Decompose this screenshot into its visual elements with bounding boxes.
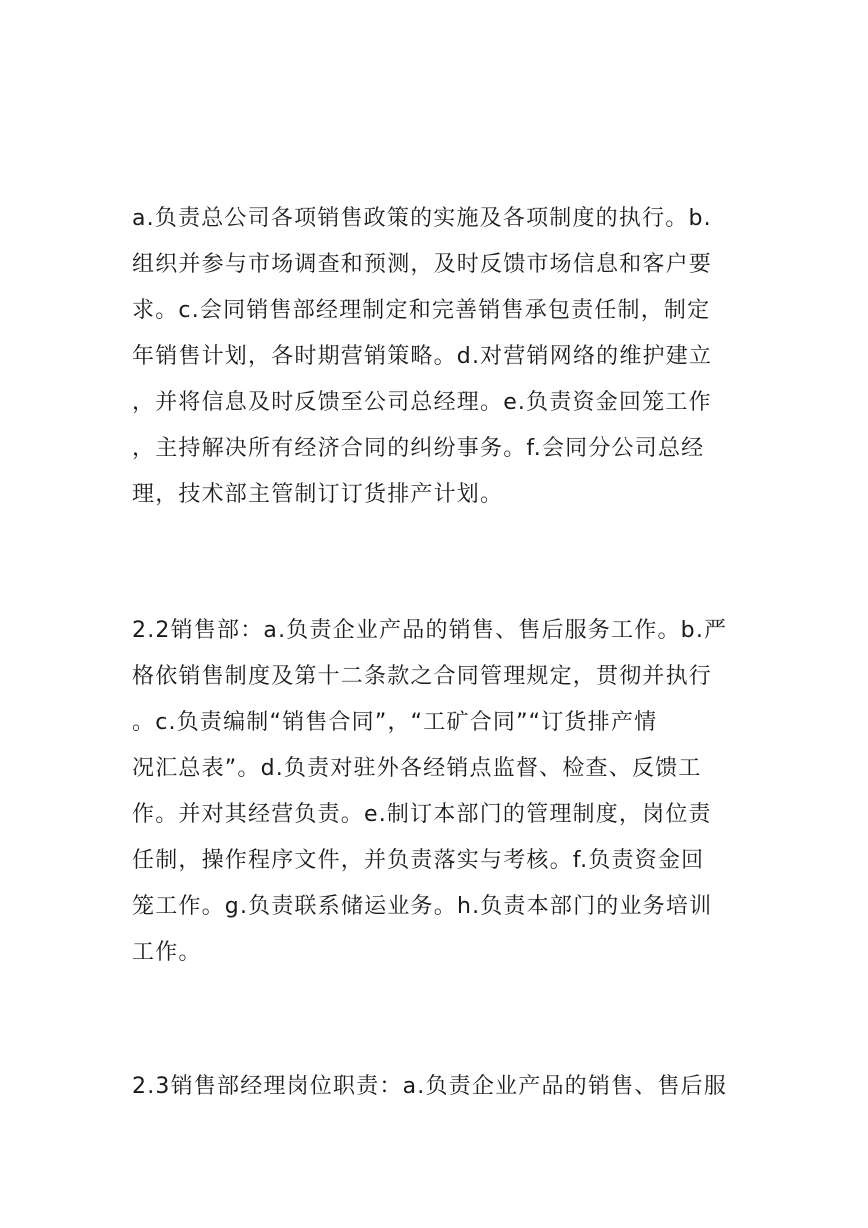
text-line: 笼工作。g.负责联系储运业务。h.负责本部门的业务培训 xyxy=(132,894,713,919)
paragraph-sales-department-duties xyxy=(132,608,728,976)
text-line: ，主持解决所有经济合同的纠纷事务。f.会同分公司总经 xyxy=(132,436,705,461)
text-line: 2.3销售部经理岗位职责：a.负责企业产品的销售、售后服 xyxy=(132,1074,728,1099)
text-line: 2.2销售部：a.负责企业产品的销售、售后服务工作。b.严 xyxy=(132,618,728,643)
text-line: 年销售计划，各时期营销策略。d.对营销网络的维护建立 xyxy=(132,344,713,369)
text-line: 任制，操作程序文件，并负责落实与考核。f.负责资金回 xyxy=(132,848,705,873)
paragraph-sales-company-duties xyxy=(132,196,722,518)
text-line: 格依销售制度及第十二条款之合同管理规定，贯彻并执行 xyxy=(132,664,713,689)
text-line: 求。c.会同销售部经理制定和完善销售承包责任制，制定 xyxy=(132,298,711,323)
text-line: 。c.负责编制“销售合同”，“工矿合同”“订货排产情 xyxy=(132,710,658,735)
paragraph-sales-manager-duties xyxy=(132,1064,728,1110)
text-line: ，并将信息及时反馈至公司总经理。e.负责资金回笼工作 xyxy=(132,390,712,415)
text-line: 作。并对其经营负责。e.制订本部门的管理制度，岗位责 xyxy=(132,802,712,827)
text-line: 工作。 xyxy=(132,940,202,965)
text-line: 况汇总表”。d.负责对驻外各经销点监督、检查、反馈工 xyxy=(132,756,702,781)
text-line: 组织并参与市场调查和预测，及时反馈市场信息和客户要 xyxy=(132,252,713,277)
text-line: a.负责总公司各项销售政策的实施及各项制度的执行。b. xyxy=(132,206,712,231)
text-line: 理，技术部主管制订订货排产计划。 xyxy=(132,482,504,507)
